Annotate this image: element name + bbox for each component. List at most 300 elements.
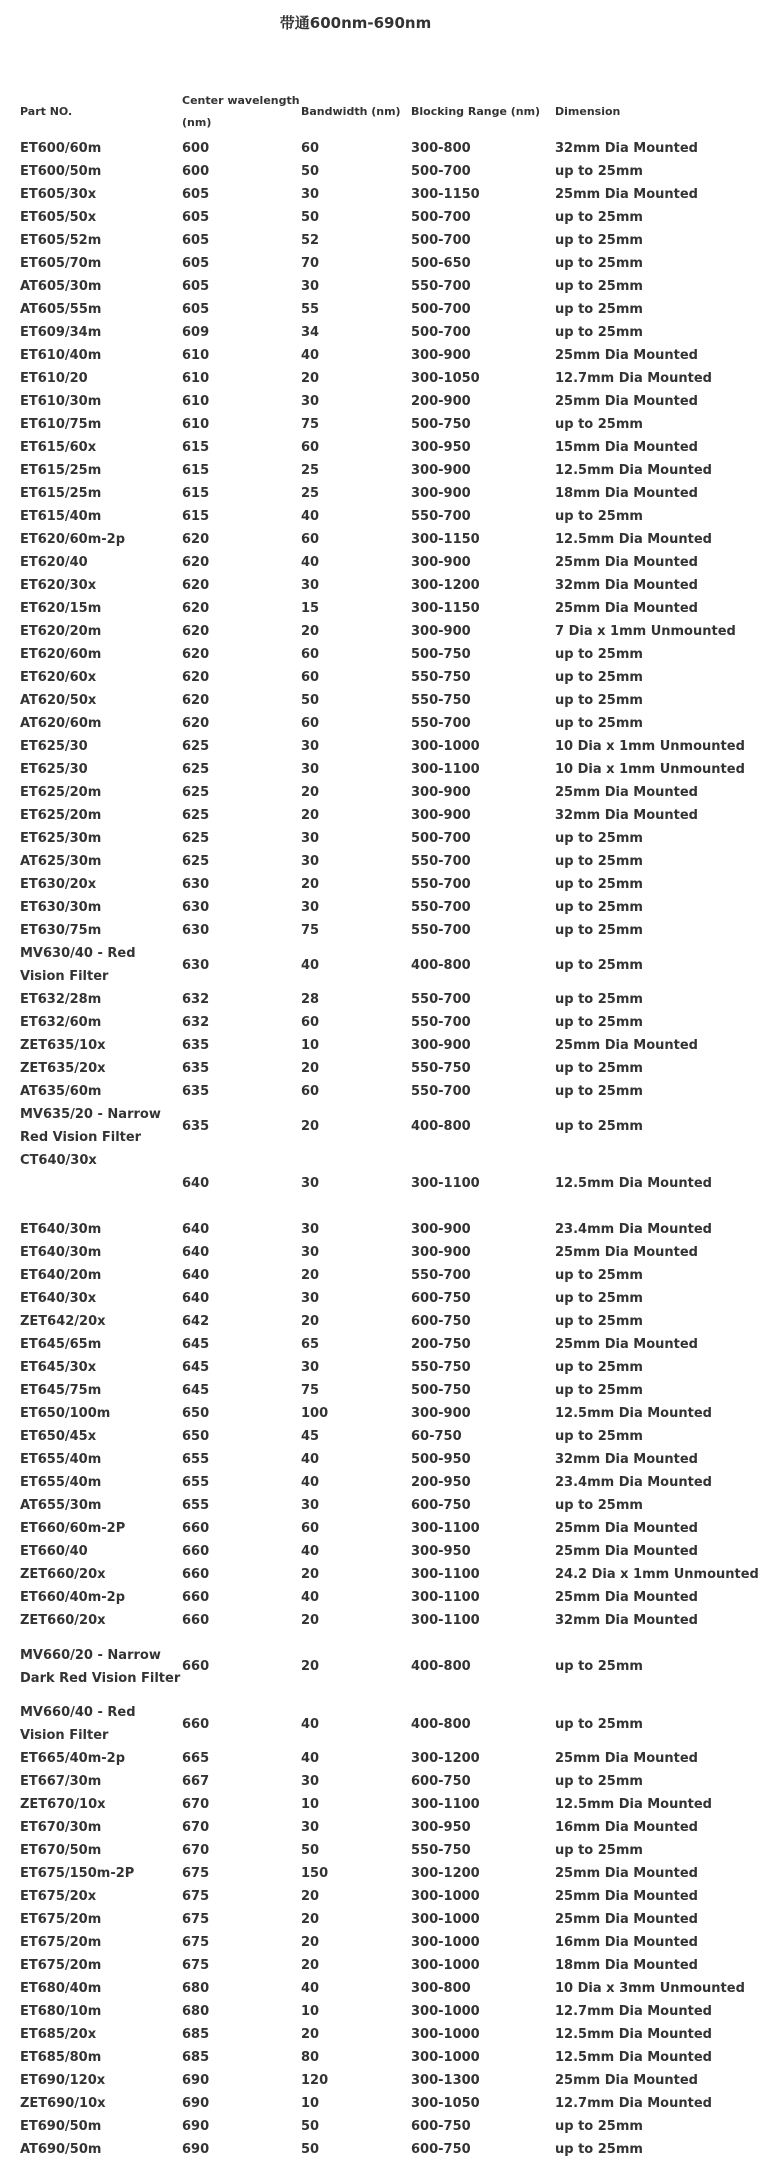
filter-table bbox=[20, 87, 759, 2161]
cell-center-wavelength: 640 bbox=[182, 1268, 210, 1283]
cell-blocking-range: 550-700 bbox=[411, 1015, 471, 1030]
cell-part-no: ET605/30x bbox=[20, 187, 97, 202]
cell-part-no: ET620/60x bbox=[20, 670, 97, 685]
cell-part-no: ET620/15m bbox=[20, 601, 102, 616]
cell-dimension: up to 25mm bbox=[555, 957, 643, 973]
cell-center-wavelength: 605 bbox=[182, 279, 210, 294]
cell-part-no: ZET635/10x bbox=[20, 1038, 106, 1053]
cell-blocking-range: 600-750 bbox=[411, 1774, 471, 1789]
cell-blocking-range: 300-900 bbox=[411, 348, 471, 363]
cell-center-wavelength: 655 bbox=[182, 1475, 210, 1490]
header-dimension: Dimension bbox=[555, 105, 621, 118]
cell-dimension: up to 25mm bbox=[555, 233, 643, 248]
cell-bandwidth: 60 bbox=[301, 141, 320, 156]
cell-dimension: up to 25mm bbox=[555, 1061, 643, 1076]
cell-dimension: 12.7mm Dia Mounted bbox=[555, 371, 712, 386]
cell-part-no: ET620/20m bbox=[20, 624, 102, 639]
cell-center-wavelength: 660 bbox=[182, 1590, 210, 1605]
cell-dimension: up to 25mm bbox=[555, 923, 643, 938]
cell-center-wavelength: 690 bbox=[182, 2119, 210, 2134]
cell-center-wavelength: 635 bbox=[182, 1038, 210, 1053]
table-row bbox=[20, 1701, 740, 1747]
cell-blocking-range: 550-700 bbox=[411, 877, 471, 892]
cell-center-wavelength: 620 bbox=[182, 555, 210, 570]
cell-part-no: ET675/20m bbox=[20, 1912, 102, 1927]
cell-part-no: ET655/40m bbox=[20, 1452, 102, 1467]
cell-part-no: ET620/40 bbox=[20, 555, 88, 570]
page-title: 带通600nm-690nm bbox=[279, 14, 432, 32]
table-row bbox=[20, 1241, 740, 1264]
cell-center-wavelength: 635 bbox=[182, 1084, 210, 1099]
cell-part-no: ET675/20m bbox=[20, 1935, 102, 1950]
table-row bbox=[20, 367, 740, 390]
cell-dimension: 25mm Dia Mounted bbox=[555, 1544, 698, 1559]
cell-center-wavelength: 642 bbox=[182, 1314, 210, 1329]
cell-dimension: up to 25mm bbox=[555, 325, 643, 340]
table-row bbox=[20, 574, 740, 597]
table-row bbox=[20, 2069, 740, 2092]
cell-blocking-range: 300-800 bbox=[411, 1981, 471, 1996]
cell-part-no: ET690/50m bbox=[20, 2119, 102, 2134]
cell-blocking-range: 200-900 bbox=[411, 394, 471, 409]
cell-bandwidth: 10 bbox=[301, 1038, 320, 1053]
cell-dimension: 16mm Dia Mounted bbox=[555, 1935, 698, 1950]
cell-blocking-range: 300-1050 bbox=[411, 2096, 480, 2111]
cell-bandwidth: 10 bbox=[301, 1797, 320, 1812]
cell-blocking-range: 300-1100 bbox=[411, 1590, 480, 1605]
cell-part-no: ET680/10m bbox=[20, 2004, 102, 2019]
cell-blocking-range: 550-700 bbox=[411, 923, 471, 938]
cell-part-no: ET610/20 bbox=[20, 371, 88, 386]
cell-part-no: ZET642/20x bbox=[20, 1314, 106, 1329]
cell-center-wavelength: 615 bbox=[182, 440, 210, 455]
table-row bbox=[20, 781, 740, 804]
cell-dimension: 12.5mm Dia Mounted bbox=[555, 463, 712, 478]
table-row bbox=[20, 1931, 740, 1954]
cell-center-wavelength: 620 bbox=[182, 693, 210, 708]
table-row bbox=[20, 1425, 740, 1448]
table-row bbox=[20, 298, 740, 321]
cell-blocking-range: 500-700 bbox=[411, 233, 471, 248]
cell-blocking-range: 550-750 bbox=[411, 693, 471, 708]
cell-bandwidth: 30 bbox=[301, 762, 320, 777]
cell-blocking-range: 300-900 bbox=[411, 1222, 471, 1237]
table-row bbox=[20, 1747, 740, 1770]
cell-bandwidth: 50 bbox=[301, 164, 320, 179]
cell-dimension: 12.5mm Dia Mounted bbox=[555, 1406, 712, 1421]
cell-part-no: ET650/45x bbox=[20, 1429, 97, 1444]
cell-blocking-range: 300-1200 bbox=[411, 1751, 480, 1766]
cell-blocking-range: 300-1100 bbox=[411, 1176, 480, 1191]
cell-blocking-range: 600-750 bbox=[411, 2142, 471, 2157]
cell-dimension: 12.7mm Dia Mounted bbox=[555, 2096, 712, 2111]
cell-part-no: ZET660/20x bbox=[20, 1613, 106, 1628]
cell-blocking-range: 300-900 bbox=[411, 1406, 471, 1421]
cell-bandwidth: 65 bbox=[301, 1337, 320, 1352]
cell-center-wavelength: 620 bbox=[182, 670, 210, 685]
cell-center-wavelength: 645 bbox=[182, 1360, 210, 1375]
table-row bbox=[20, 896, 740, 919]
cell-center-wavelength: 660 bbox=[182, 1716, 210, 1732]
cell-dimension: up to 25mm bbox=[555, 1015, 643, 1030]
cell-part-no: ET690/120x bbox=[20, 2073, 106, 2088]
cell-bandwidth: 50 bbox=[301, 693, 320, 708]
table-body bbox=[20, 137, 759, 2161]
cell-part-no: ET665/40m-2p bbox=[20, 1751, 126, 1766]
cell-part-no: ET660/40m-2p bbox=[20, 1590, 126, 1605]
cell-bandwidth: 40 bbox=[301, 1716, 320, 1732]
cell-blocking-range: 300-900 bbox=[411, 785, 471, 800]
cell-bandwidth: 20 bbox=[301, 877, 320, 892]
cell-dimension: 24.2 Dia x 1mm Unmounted bbox=[555, 1567, 759, 1582]
header-part-no: Part NO. bbox=[20, 105, 73, 118]
cell-dimension: 25mm Dia Mounted bbox=[555, 785, 698, 800]
cell-center-wavelength: 620 bbox=[182, 578, 210, 593]
cell-part-no: ET605/70m bbox=[20, 256, 102, 271]
cell-center-wavelength: 625 bbox=[182, 785, 210, 800]
cell-blocking-range: 300-1000 bbox=[411, 1958, 480, 1973]
cell-center-wavelength: 680 bbox=[182, 1981, 210, 1996]
cell-part-no: ET660/60m-2P bbox=[20, 1521, 126, 1536]
cell-center-wavelength: 620 bbox=[182, 624, 210, 639]
cell-bandwidth: 40 bbox=[301, 1981, 320, 1996]
cell-bandwidth: 30 bbox=[301, 854, 320, 869]
cell-center-wavelength: 615 bbox=[182, 463, 210, 478]
cell-center-wavelength: 615 bbox=[182, 486, 210, 501]
cell-dimension: 25mm Dia Mounted bbox=[555, 1337, 698, 1352]
cell-bandwidth: 10 bbox=[301, 2096, 320, 2111]
cell-bandwidth: 40 bbox=[301, 1751, 320, 1766]
cell-blocking-range: 300-1000 bbox=[411, 2027, 480, 2042]
cell-bandwidth: 60 bbox=[301, 440, 320, 455]
cell-center-wavelength: 625 bbox=[182, 762, 210, 777]
cell-dimension: up to 25mm bbox=[555, 210, 643, 225]
cell-blocking-range: 550-750 bbox=[411, 1061, 471, 1076]
cell-part-no: ET605/50x bbox=[20, 210, 97, 225]
cell-dimension: up to 25mm bbox=[555, 1084, 643, 1099]
cell-bandwidth: 15 bbox=[301, 601, 320, 616]
cell-bandwidth: 60 bbox=[301, 716, 320, 731]
cell-dimension: 12.5mm Dia Mounted bbox=[555, 1797, 712, 1812]
table-row bbox=[20, 1264, 740, 1287]
cell-dimension: 25mm Dia Mounted bbox=[555, 1751, 698, 1766]
cell-dimension: up to 25mm bbox=[555, 854, 643, 869]
cell-blocking-range: 300-900 bbox=[411, 463, 471, 478]
cell-bandwidth: 150 bbox=[301, 1866, 329, 1881]
cell-center-wavelength: 635 bbox=[182, 1118, 210, 1134]
cell-blocking-range: 300-950 bbox=[411, 440, 471, 455]
cell-part-no: ET625/30 bbox=[20, 739, 88, 754]
cell-bandwidth: 28 bbox=[301, 992, 320, 1007]
cell-center-wavelength: 685 bbox=[182, 2050, 210, 2065]
cell-part-no: ET655/40m bbox=[20, 1475, 102, 1490]
table-row bbox=[20, 137, 740, 160]
cell-part-no: CT640/30x bbox=[20, 1153, 97, 1168]
header-bandwidth: Bandwidth (nm) bbox=[301, 105, 401, 118]
cell-part-no: ZET670/10x bbox=[20, 1797, 106, 1812]
cell-part-no: ET615/60x bbox=[20, 440, 97, 455]
cell-dimension: up to 25mm bbox=[555, 279, 643, 294]
cell-bandwidth: 120 bbox=[301, 2073, 329, 2088]
cell-bandwidth: 40 bbox=[301, 1590, 320, 1605]
cell-bandwidth: 30 bbox=[301, 1820, 320, 1835]
cell-bandwidth: 20 bbox=[301, 808, 320, 823]
cell-dimension: up to 25mm bbox=[555, 1716, 643, 1732]
cell-blocking-range: 300-950 bbox=[411, 1820, 471, 1835]
cell-part-no: ET640/30x bbox=[20, 1291, 97, 1306]
cell-part-no: ET600/60m bbox=[20, 141, 102, 156]
table-row bbox=[20, 1103, 740, 1149]
cell-center-wavelength: 650 bbox=[182, 1429, 210, 1444]
cell-bandwidth: 30 bbox=[301, 394, 320, 409]
cell-blocking-range: 300-1050 bbox=[411, 371, 480, 386]
cell-bandwidth: 30 bbox=[301, 831, 320, 846]
cell-dimension: up to 25mm bbox=[555, 831, 643, 846]
cell-bandwidth: 45 bbox=[301, 1429, 320, 1444]
cell-dimension: 10 Dia x 3mm Unmounted bbox=[555, 1981, 745, 1996]
cell-dimension: up to 25mm bbox=[555, 1659, 643, 1674]
cell-center-wavelength: 690 bbox=[182, 2073, 210, 2088]
cell-bandwidth: 30 bbox=[301, 739, 320, 754]
cell-part-no: AT635/60m bbox=[20, 1084, 102, 1099]
cell-blocking-range: 200-950 bbox=[411, 1475, 471, 1490]
cell-part-no: ET645/65m bbox=[20, 1337, 102, 1352]
cell-dimension: 25mm Dia Mounted bbox=[555, 348, 698, 363]
cell-bandwidth: 30 bbox=[301, 187, 320, 202]
cell-dimension: up to 25mm bbox=[555, 509, 643, 524]
table-row bbox=[20, 252, 740, 275]
cell-blocking-range: 550-750 bbox=[411, 1360, 471, 1375]
cell-blocking-range: 400-800 bbox=[411, 1118, 471, 1134]
table-row bbox=[20, 1149, 740, 1218]
cell-dimension: up to 25mm bbox=[555, 164, 643, 179]
cell-blocking-range: 550-700 bbox=[411, 1268, 471, 1283]
cell-center-wavelength: 615 bbox=[182, 509, 210, 524]
cell-blocking-range: 300-1300 bbox=[411, 2073, 480, 2088]
cell-center-wavelength: 605 bbox=[182, 187, 210, 202]
cell-blocking-range: 400-800 bbox=[411, 957, 471, 973]
header-center-wavelength: Center wavelength (nm) bbox=[182, 94, 300, 129]
cell-dimension: 25mm Dia Mounted bbox=[555, 394, 698, 409]
cell-bandwidth: 40 bbox=[301, 509, 320, 524]
table-row bbox=[20, 1862, 740, 1885]
cell-part-no: ET620/60m bbox=[20, 647, 102, 662]
cell-blocking-range: 600-750 bbox=[411, 1498, 471, 1513]
cell-blocking-range: 300-1150 bbox=[411, 532, 480, 547]
cell-part-no: ET675/20m bbox=[20, 1958, 102, 1973]
table-row bbox=[20, 1494, 740, 1517]
cell-center-wavelength: 667 bbox=[182, 1774, 210, 1789]
table-row bbox=[20, 1586, 740, 1609]
cell-center-wavelength: 640 bbox=[182, 1222, 210, 1237]
cell-part-no: ET610/30m bbox=[20, 394, 102, 409]
table-row bbox=[20, 229, 740, 252]
cell-center-wavelength: 670 bbox=[182, 1797, 210, 1812]
cell-dimension: up to 25mm bbox=[555, 877, 643, 892]
table-row bbox=[20, 712, 740, 735]
cell-center-wavelength: 675 bbox=[182, 1866, 210, 1881]
cell-bandwidth: 20 bbox=[301, 1935, 320, 1950]
cell-part-no: ET630/75m bbox=[20, 923, 102, 938]
cell-blocking-range: 300-950 bbox=[411, 1544, 471, 1559]
table-row bbox=[20, 689, 740, 712]
cell-part-no: ZET690/10x bbox=[20, 2096, 106, 2111]
cell-center-wavelength: 690 bbox=[182, 2096, 210, 2111]
cell-center-wavelength: 660 bbox=[182, 1544, 210, 1559]
cell-dimension: up to 25mm bbox=[555, 1774, 643, 1789]
table-row bbox=[20, 1793, 740, 1816]
cell-part-no: ET645/30x bbox=[20, 1360, 97, 1375]
cell-bandwidth: 30 bbox=[301, 578, 320, 593]
table-row bbox=[20, 1080, 740, 1103]
cell-blocking-range: 500-750 bbox=[411, 417, 471, 432]
cell-center-wavelength: 680 bbox=[182, 2004, 210, 2019]
cell-bandwidth: 10 bbox=[301, 2004, 320, 2019]
cell-blocking-range: 400-800 bbox=[411, 1659, 471, 1674]
cell-center-wavelength: 620 bbox=[182, 532, 210, 547]
table-row bbox=[20, 1448, 740, 1471]
cell-blocking-range: 500-950 bbox=[411, 1452, 471, 1467]
cell-part-no: ZET635/20x bbox=[20, 1061, 106, 1076]
cell-center-wavelength: 625 bbox=[182, 854, 210, 869]
cell-center-wavelength: 660 bbox=[182, 1659, 210, 1674]
cell-dimension: 25mm Dia Mounted bbox=[555, 1590, 698, 1605]
cell-center-wavelength: 600 bbox=[182, 141, 210, 156]
table-row bbox=[20, 1379, 740, 1402]
cell-dimension: up to 25mm bbox=[555, 302, 643, 317]
filter-table-container bbox=[20, 87, 759, 2161]
cell-center-wavelength: 632 bbox=[182, 1015, 210, 1030]
cell-center-wavelength: 655 bbox=[182, 1452, 210, 1467]
cell-center-wavelength: 670 bbox=[182, 1820, 210, 1835]
cell-center-wavelength: 605 bbox=[182, 302, 210, 317]
cell-center-wavelength: 640 bbox=[182, 1176, 210, 1191]
cell-blocking-range: 300-900 bbox=[411, 1038, 471, 1053]
cell-part-no: AT620/50x bbox=[20, 693, 97, 708]
cell-dimension: up to 25mm bbox=[555, 1360, 643, 1375]
table-row bbox=[20, 919, 740, 942]
table-row bbox=[20, 1632, 740, 1701]
cell-part-no: ET640/30m bbox=[20, 1245, 102, 1260]
table-row bbox=[20, 1218, 740, 1241]
cell-dimension: up to 25mm bbox=[555, 992, 643, 1007]
table-row bbox=[20, 1540, 740, 1563]
cell-bandwidth: 20 bbox=[301, 624, 320, 639]
cell-dimension: 32mm Dia Mounted bbox=[555, 578, 698, 593]
cell-center-wavelength: 600 bbox=[182, 164, 210, 179]
cell-part-no: ET675/20x bbox=[20, 1889, 97, 1904]
cell-blocking-range: 600-750 bbox=[411, 1314, 471, 1329]
cell-center-wavelength: 610 bbox=[182, 371, 210, 386]
cell-bandwidth: 25 bbox=[301, 463, 320, 478]
cell-blocking-range: 300-1100 bbox=[411, 1567, 480, 1582]
cell-blocking-range: 550-700 bbox=[411, 509, 471, 524]
cell-dimension: 25mm Dia Mounted bbox=[555, 2073, 698, 2088]
cell-center-wavelength: 625 bbox=[182, 739, 210, 754]
cell-dimension: 10 Dia x 1mm Unmounted bbox=[555, 762, 745, 777]
table-row bbox=[20, 1885, 740, 1908]
cell-bandwidth: 60 bbox=[301, 670, 320, 685]
cell-center-wavelength: 605 bbox=[182, 210, 210, 225]
cell-blocking-range: 300-1000 bbox=[411, 1935, 480, 1950]
cell-part-no: ET685/80m bbox=[20, 2050, 102, 2065]
cell-part-no: AT625/30m bbox=[20, 854, 102, 869]
cell-bandwidth: 20 bbox=[301, 1268, 320, 1283]
cell-bandwidth: 40 bbox=[301, 555, 320, 570]
table-row bbox=[20, 344, 740, 367]
cell-dimension: 32mm Dia Mounted bbox=[555, 1452, 698, 1467]
cell-dimension: 12.7mm Dia Mounted bbox=[555, 2004, 712, 2019]
cell-bandwidth: 20 bbox=[301, 1912, 320, 1927]
cell-part-no: MV630/40 - Red Vision Filter bbox=[20, 946, 136, 984]
cell-part-no: AT620/60m bbox=[20, 716, 102, 731]
cell-part-no: ET645/75m bbox=[20, 1383, 102, 1398]
cell-part-no: ET650/100m bbox=[20, 1406, 111, 1421]
cell-blocking-range: 300-1100 bbox=[411, 762, 480, 777]
cell-dimension: 16mm Dia Mounted bbox=[555, 1820, 698, 1835]
cell-center-wavelength: 620 bbox=[182, 601, 210, 616]
cell-part-no: ET625/20m bbox=[20, 808, 102, 823]
cell-dimension: up to 25mm bbox=[555, 670, 643, 685]
cell-bandwidth: 30 bbox=[301, 900, 320, 915]
cell-dimension: up to 25mm bbox=[555, 2119, 643, 2134]
cell-bandwidth: 40 bbox=[301, 348, 320, 363]
cell-center-wavelength: 665 bbox=[182, 1751, 210, 1766]
cell-dimension: up to 25mm bbox=[555, 417, 643, 432]
cell-bandwidth: 40 bbox=[301, 1475, 320, 1490]
cell-part-no: ET685/20x bbox=[20, 2027, 97, 2042]
cell-bandwidth: 40 bbox=[301, 1544, 320, 1559]
cell-bandwidth: 20 bbox=[301, 1659, 320, 1674]
table-row bbox=[20, 988, 740, 1011]
cell-dimension: 23.4mm Dia Mounted bbox=[555, 1222, 712, 1237]
cell-center-wavelength: 630 bbox=[182, 923, 210, 938]
cell-dimension: 18mm Dia Mounted bbox=[555, 486, 698, 501]
table-row bbox=[20, 1517, 740, 1540]
cell-bandwidth: 50 bbox=[301, 2142, 320, 2157]
cell-part-no: ET640/20m bbox=[20, 1268, 102, 1283]
table-row bbox=[20, 482, 740, 505]
cell-blocking-range: 300-900 bbox=[411, 808, 471, 823]
cell-part-no: ET640/30m bbox=[20, 1222, 102, 1237]
table-row bbox=[20, 1310, 740, 1333]
cell-blocking-range: 550-700 bbox=[411, 279, 471, 294]
cell-dimension: 25mm Dia Mounted bbox=[555, 1866, 698, 1881]
cell-blocking-range: 550-700 bbox=[411, 992, 471, 1007]
cell-dimension: up to 25mm bbox=[555, 256, 643, 271]
table-row bbox=[20, 804, 740, 827]
cell-dimension: 25mm Dia Mounted bbox=[555, 1912, 698, 1927]
cell-bandwidth: 20 bbox=[301, 1567, 320, 1582]
cell-bandwidth: 60 bbox=[301, 1521, 320, 1536]
cell-part-no: ET620/60m-2p bbox=[20, 532, 126, 547]
cell-dimension: 25mm Dia Mounted bbox=[555, 187, 698, 202]
cell-bandwidth: 80 bbox=[301, 2050, 320, 2065]
cell-blocking-range: 600-750 bbox=[411, 2119, 471, 2134]
cell-blocking-range: 300-1100 bbox=[411, 1613, 480, 1628]
table-row bbox=[20, 505, 740, 528]
cell-part-no: ET670/30m bbox=[20, 1820, 102, 1835]
cell-dimension: 12.5mm Dia Mounted bbox=[555, 532, 712, 547]
cell-part-no: ET675/150m-2P bbox=[20, 1866, 135, 1881]
cell-center-wavelength: 630 bbox=[182, 957, 210, 973]
cell-center-wavelength: 610 bbox=[182, 394, 210, 409]
cell-center-wavelength: 640 bbox=[182, 1245, 210, 1260]
cell-blocking-range: 400-800 bbox=[411, 1716, 471, 1732]
table-row bbox=[20, 1609, 740, 1632]
cell-blocking-range: 300-900 bbox=[411, 624, 471, 639]
cell-bandwidth: 30 bbox=[301, 1498, 320, 1513]
